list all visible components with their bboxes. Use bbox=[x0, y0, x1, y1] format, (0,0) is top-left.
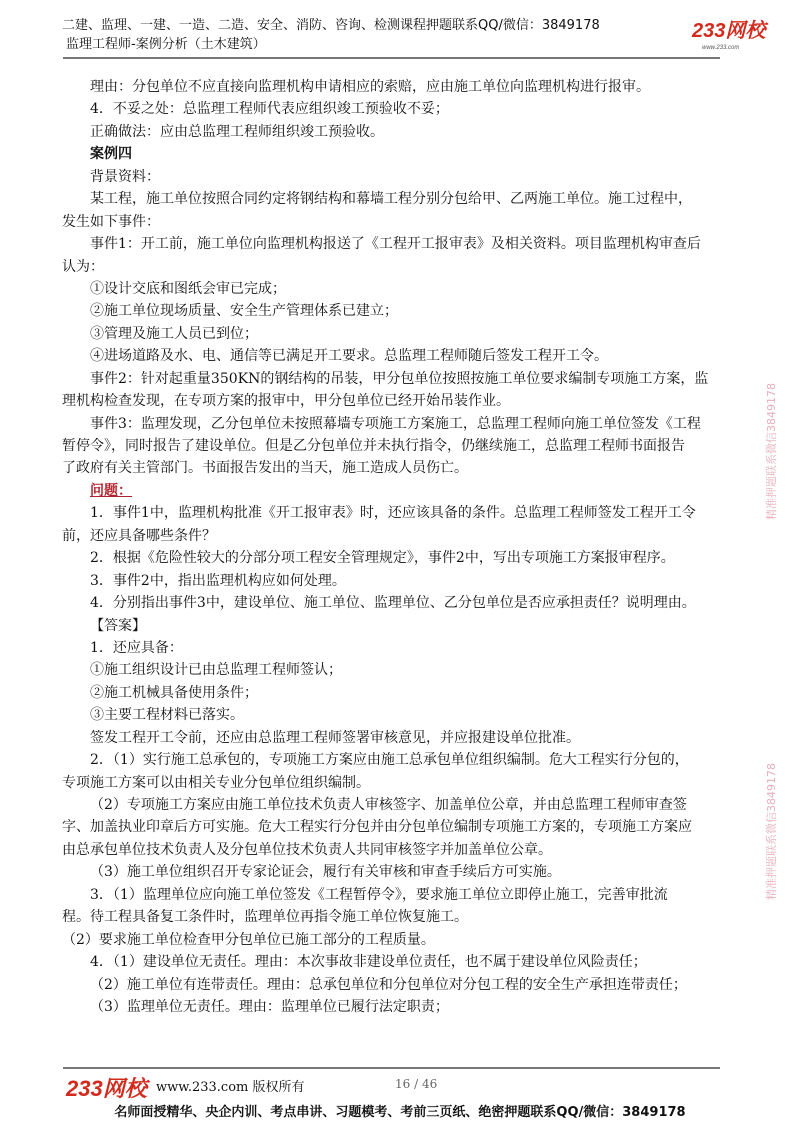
text-line-content: ①设计交底和图纸会审已完成； bbox=[90, 280, 286, 297]
text-line bbox=[0, 98, 800, 120]
text-line-content: 4．（1）建设单位无责任。理由：本次事故非建设单位责任，也不属于建设单位风险责任； bbox=[90, 954, 647, 971]
text-line bbox=[0, 143, 800, 165]
text-line-content: 由总承包单位技术负责人及分包单位技术负责人共同审核签字并加盖单位公章。 bbox=[62, 841, 552, 858]
text-line-content: 4．分别指出事件3中，建设单位、施工单位、监理单位、乙分包单位是否应承担责任？说明理由。 bbox=[90, 595, 696, 612]
text-line bbox=[0, 457, 800, 479]
text-line-content: 认为： bbox=[62, 258, 104, 275]
text-line bbox=[0, 794, 800, 816]
header-divider bbox=[63, 57, 720, 59]
text-line bbox=[0, 166, 800, 188]
document-body bbox=[0, 76, 800, 1018]
text-line-content: 专项施工方案可以由相关专业分包单位组织编制。 bbox=[62, 774, 370, 791]
text-line bbox=[0, 323, 800, 345]
text-line-content: ①施工组织设计已由总监理工程师签认； bbox=[90, 662, 342, 679]
brand-logo-url: www.233.com bbox=[702, 45, 740, 51]
text-line-content: 1．事件1中，监理机构批准《开工报审表》时，还应该具备的条件。总监理工程师签发工程开工令 bbox=[90, 505, 696, 522]
text-line bbox=[0, 772, 800, 794]
text-line-content: 2．（1）实行施工总承包的，专项施工方案应由施工总承包单位组织编制。危大工程实行分包的， bbox=[90, 752, 689, 769]
header-promo: 二建、监理、一建、一造、二造、安全、消防、咨询、检测课程押题联系QQ/微信：3849178 bbox=[62, 18, 600, 33]
text-line-content: 事件3：监理发现，乙分包单位未按照幕墙专项施工方案施工，总监理工程师向施工单位签发《工程 bbox=[90, 415, 701, 432]
text-line-content: 前，还应具备哪些条件？ bbox=[62, 527, 216, 544]
page-number: 16 / 46 bbox=[395, 1077, 438, 1091]
footer-copyright: www.233.com 版权所有 bbox=[156, 1080, 305, 1095]
text-line-content: 理由：分包单位不应直接向监理机构申请相应的索赔，应由施工单位向监理机构进行报审。 bbox=[90, 79, 650, 95]
text-line bbox=[0, 839, 800, 861]
footer-divider bbox=[63, 1067, 720, 1069]
watermark: 精准押题联系微信3849178 bbox=[765, 763, 778, 900]
text-line-content: 4．不妥之处：总监理工程师代表应组织竣工预验收不妥； bbox=[90, 101, 449, 118]
text-line-content: 字、加盖执业印章后方可实施。危大工程实行分包并由分包单位编制专项施工方案的，专项施工方案应 bbox=[62, 819, 692, 836]
text-line-content: （3）监理单位无责任。理由：监理单位已履行法定职责； bbox=[90, 998, 449, 1015]
watermark: 精准押题联系微信3849178 bbox=[765, 383, 778, 520]
text-line bbox=[0, 413, 800, 435]
text-line bbox=[0, 278, 800, 300]
text-line bbox=[0, 480, 800, 502]
text-line bbox=[0, 749, 800, 771]
text-line bbox=[0, 884, 800, 906]
text-line bbox=[0, 345, 800, 367]
text-line-content: 1．还应具备： bbox=[90, 639, 183, 656]
doc-title: 监理工程师-案例分析（土木建筑） bbox=[66, 37, 266, 52]
brand-logo: 233网校 bbox=[692, 20, 766, 42]
text-line bbox=[0, 637, 800, 659]
text-line-content: 案例四 bbox=[90, 146, 132, 163]
text-line bbox=[0, 188, 800, 210]
text-line-content: 某工程，施工单位按照合同约定将钢结构和幕墙工程分别分包给甲、乙两施工单位。施工过程中， bbox=[90, 191, 692, 208]
text-line bbox=[0, 659, 800, 681]
text-line bbox=[0, 906, 800, 928]
text-line-content: 3．（1）监理单位应向施工单位签发《工程暂停令》，要求施工单位立即停止施工，完善审批流 bbox=[90, 886, 668, 903]
footer-logo: 233网校 bbox=[66, 1076, 147, 1101]
text-line-content: 事件1：开工前，施工单位向监理机构报送了《工程开工报审表》及相关资料。项目监理机构审查后 bbox=[90, 236, 701, 253]
text-line bbox=[0, 996, 800, 1018]
text-line-content: （2）施工单位有连带责任。理由：总承包单位和分包单位对分包工程的安全生产承担连带责任； bbox=[90, 976, 687, 993]
text-line bbox=[0, 861, 800, 883]
text-line bbox=[0, 525, 800, 547]
text-line bbox=[0, 682, 800, 704]
text-line bbox=[0, 256, 800, 278]
text-line-content: 理机构检查发现，在专项方案的报审中，甲分包单位已经开始吊装作业。 bbox=[62, 393, 510, 410]
text-line-content: 事件2：针对起重量350KN的钢结构的吊装，甲分包单位按照按施工单位要求编制专项施工方案，监 bbox=[90, 370, 709, 387]
text-line bbox=[0, 592, 800, 614]
text-line-content: ③管理及施工人员已到位； bbox=[90, 325, 258, 342]
text-line bbox=[0, 435, 800, 457]
text-line bbox=[0, 951, 800, 973]
text-line bbox=[0, 233, 800, 255]
text-line bbox=[0, 615, 800, 637]
text-line bbox=[0, 816, 800, 838]
text-line-content: ④进场道路及水、电、通信等已满足开工要求。总监理工程师随后签发工程开工令。 bbox=[90, 348, 608, 365]
text-line-content: 3．事件2中，指出监理机构应如何处理。 bbox=[90, 572, 346, 589]
text-line-content: 背景资料： bbox=[90, 168, 160, 185]
text-line-content: 签发工程开工令前，还应由总监理工程师签署审核意见，并应报建设单位批准。 bbox=[90, 729, 580, 746]
text-line bbox=[0, 974, 800, 996]
text-line-content: 了政府有关主管部门。书面报告发出的当天，施工造成人员伤亡。 bbox=[62, 460, 468, 477]
text-line bbox=[0, 570, 800, 592]
text-line bbox=[0, 211, 800, 233]
text-line-content: （2）要求施工单位检查甲分包单位已施工部分的工程质量。 bbox=[62, 931, 435, 948]
text-line bbox=[0, 929, 800, 951]
text-line-content: ②施工单位现场质量、安全生产管理体系已建立； bbox=[90, 303, 398, 320]
text-line-content: （3）施工单位组织召开专家论证会，履行有关审核和审查手续后方可实施。 bbox=[90, 864, 561, 881]
text-line-content: 暂停令》，同时报告了建设单位。但是乙分包单位并未执行指令，仍继续施工，总监理工程师书面报告 bbox=[62, 438, 685, 454]
text-line-content: 正确做法：应由总监理工程师组织竣工预验收。 bbox=[90, 123, 384, 140]
text-line bbox=[0, 704, 800, 726]
text-line bbox=[0, 390, 800, 412]
text-line bbox=[0, 547, 800, 569]
text-line-content: 问题： bbox=[90, 482, 132, 499]
text-line bbox=[0, 121, 800, 143]
text-line-content: 发生如下事件： bbox=[62, 213, 160, 230]
text-line bbox=[0, 76, 800, 98]
text-line-content: 【答案】 bbox=[90, 617, 146, 634]
text-line-content: ②施工机械具备使用条件； bbox=[90, 684, 258, 701]
text-line bbox=[0, 368, 800, 390]
text-line-content: ③主要工程材料已落实。 bbox=[90, 707, 244, 724]
text-line-content: 2．根据《危险性较大的分部分项工程安全管理规定》，事件2中，写出专项施工方案报审程序。 bbox=[90, 550, 675, 567]
text-line bbox=[0, 300, 800, 322]
text-line bbox=[0, 502, 800, 524]
text-line bbox=[0, 727, 800, 749]
footer-promo: 名师面授精华、央企内训、考点串讲、习题模考、考前三页纸、绝密押题联系QQ/微信：3849178 bbox=[114, 1105, 686, 1120]
text-line-content: （2）专项施工方案应由施工单位技术负责人审核签字、加盖单位公章，并由总监理工程师审查签 bbox=[90, 797, 687, 813]
text-line-content: 程。待工程具备复工条件时，监理单位再指令施工单位恢复施工。 bbox=[62, 909, 468, 926]
